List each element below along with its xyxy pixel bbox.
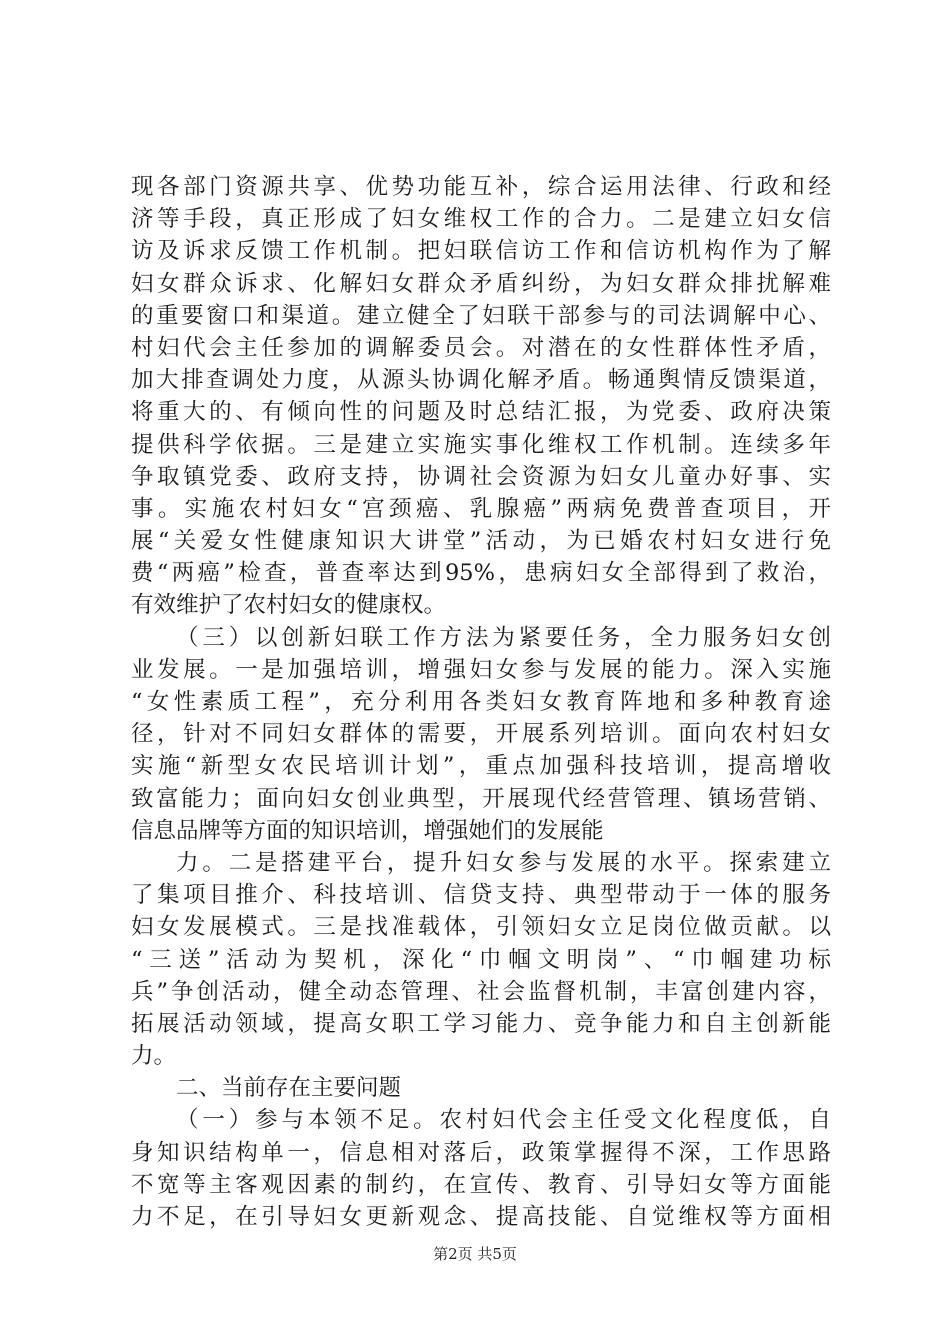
body-text bbox=[131, 171, 831, 1233]
text-line: 实施“新型女农民培训计划”，重点加强科技培训，提高增收 bbox=[131, 753, 831, 780]
text-line: 提供科学依据。三是建立实施实事化维权工作机制。连续多年 bbox=[131, 431, 831, 458]
text-line: 访及诉求反馈工作机制。把妇联信访工作和信访机构作为了解 bbox=[131, 238, 831, 265]
text-line: （一）参与本领不足。农村妇代会主任受文化程度低，自 bbox=[176, 1107, 831, 1134]
text-line: 有效维护了农村妇女的健康权。 bbox=[131, 592, 447, 619]
text-line: 了集项目推介、科技培训、信贷支持、典型带动于一体的服务 bbox=[131, 882, 831, 909]
text-line: “女性素质工程”，充分利用各类妇女教育阵地和多种教育途 bbox=[131, 689, 831, 715]
text-line: “三送”活动为契机，深化“巾帼文明岗”、“巾帼建功标 bbox=[131, 946, 831, 973]
text-line: （三）以创新妇联工作方法为紧要任务，全力服务妇女创 bbox=[176, 624, 831, 651]
text-line: 妇女发展模式。三是找准载体，引领妇女立足岗位做贡献。以 bbox=[131, 914, 831, 941]
text-line: 身知识结构单一，信息相对落后，政策掌握得不深，工作思路 bbox=[131, 1139, 831, 1166]
text-line: 径，针对不同妇女群体的需要，开展系列培训。面向农村妇女 bbox=[131, 721, 831, 748]
text-line: 展“关爱女性健康知识大讲堂”活动，为已婚农村妇女进行免 bbox=[131, 528, 831, 555]
text-line: 力不足，在引导妇女更新观念、提高技能、自觉维权等方面相 bbox=[131, 1204, 831, 1230]
text-line: 业发展。一是加强培训，增强妇女参与发展的能力。深入实施 bbox=[131, 656, 831, 683]
page-footer: 第2页 共5页 bbox=[433, 1245, 517, 1263]
text-line: 费“两癌”检查，普查率达到95%，患病妇女全部得到了救治， bbox=[131, 560, 831, 587]
text-line: 争取镇党委、政府支持，协调社会资源为妇女儿童办好事、实 bbox=[131, 463, 831, 490]
text-line: 村妇代会主任参加的调解委员会。对潜在的女性群体性矛盾， bbox=[131, 334, 831, 361]
text-line: 拓展活动领域，提高女职工学习能力、竞争能力和自主创新能 bbox=[131, 1010, 831, 1037]
text-line: 事。实施农村妇女“宫颈癌、乳腺癌”两病免费普查项目，开 bbox=[131, 495, 831, 522]
text-line: 的重要窗口和渠道。建立健全了妇联干部参与的司法调解中心、 bbox=[131, 302, 831, 329]
text-line: 现各部门资源共享、优势功能互补，综合运用法律、行政和经 bbox=[131, 174, 831, 200]
text-line: 妇女群众诉求、化解妇女群众矛盾纠纷，为妇女群众排扰解难 bbox=[131, 270, 831, 297]
text-line: 加大排查调处力度，从源头协调化解矛盾。畅通舆情反馈渠道， bbox=[131, 367, 831, 394]
text-line: 不宽等主客观因素的制约，在宣传、教育、引导妇女等方面能 bbox=[131, 1171, 831, 1198]
text-line: 将重大的、有倾向性的问题及时总结汇报，为党委、政府决策 bbox=[131, 399, 831, 426]
text-line: 兵”争创活动，健全动态管理、社会监督机制，丰富创建内容， bbox=[131, 978, 831, 1005]
text-line: 致富能力；面向妇女创业典型，开展现代经营管理、镇场营销、 bbox=[131, 785, 831, 812]
text-line: 力。 bbox=[131, 1043, 177, 1070]
text-line: 信息品牌等方面的知识培训，增强她们的发展能 bbox=[131, 817, 604, 844]
text-line: 济等手段，真正形成了妇女维权工作的合力。二是建立妇女信 bbox=[131, 206, 831, 233]
text-line: 二、当前存在主要问题 bbox=[176, 1075, 402, 1102]
text-line: 力。二是搭建平台，提升妇女参与发展的水平。探索建立 bbox=[176, 849, 831, 876]
